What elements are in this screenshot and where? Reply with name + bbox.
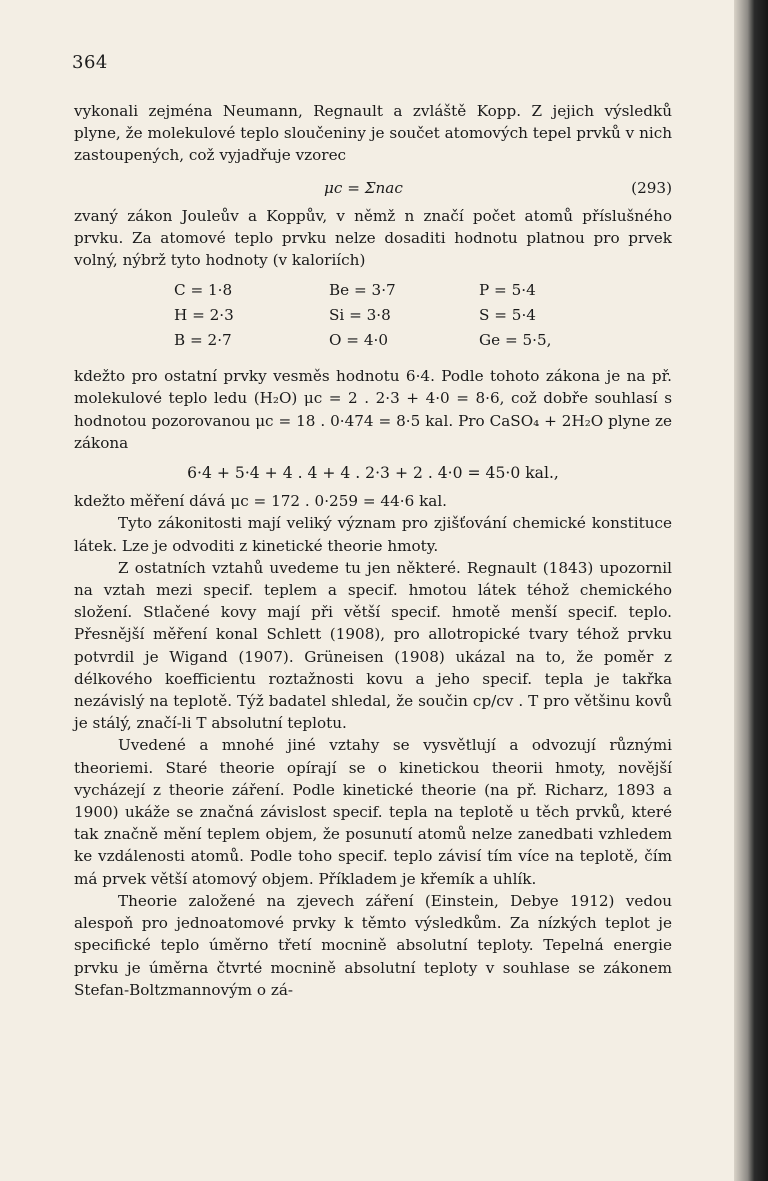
paragraph-8: Theorie založené na zjevech záření (Einstein, Debye 1912) vedou alespoň pro jednoatomové prvky k těmto výsledkům. Za nízkých teplot je specifické teplo úměrno třetí mocnině absolutní teploty. Tepelná energie prvku je úměrna čtvrté mocnině absolutní teploty v souhlase se zákonem Stefan-Boltzmannovým o zá-: [74, 891, 672, 999]
formula-293: [74, 171, 672, 205]
formula-expression: μc = Σnac: [324, 178, 403, 197]
paragraph-5: Tyto zákonitosti mají veliký význam pro zjišťování chemické konstituce látek. Lze je odvoditi z kinetické theorie hmoty.: [74, 514, 672, 555]
paragraph-7: Uvedené a mnohé jiné vztahy se vysvětlují a odvozují různými theoriemi. Staré theorie opírají se o kinetickou theorii hmoty, novější vycházejí z theorie záření. Podle kinetické theorie (na př. Richarz, 1893 a 1900) ukáže se značná závislost specif. tepla na teplotě u těch prvků, které tak značně mění teplem objem, že posunutí atomů nelze zanedbati vzhledem ke vzdálenosti atomů. Podle toho specif. teplo závisí tím více na teplotě, čím má prvek větší atomový objem. Příkladem je křemík a uhlík.: [74, 736, 672, 888]
paragraph-6: Z ostatních vztahů uvedeme tu jen některé. Regnault (1843) upozornil na vztah mezi specif. teplem a specif. hmotou látek téhož chemického složení. Stlačené kovy mají při větší specif. hmotě menší specif. teplo. Přesnější měření konal Schlett (1908), pro allotropické tvary téhož prvku potvrdil je Wigand (1907). Grüneisen (1908) ukázal na to, že poměr z délkového koefficientu roztažnosti kovu a jeho specif. tepla je takřka nezávislý na teplotě. Týž badatel shledal, že součin cp/cv . T pro většinu kovů je stálý, značí-li T absolutní teplotu.: [74, 558, 672, 733]
formula-number: (293): [631, 178, 672, 197]
paragraph-3: kdežto pro ostatní prvky vesměs hodnotu 6·4. Podle tohoto zákona je na př. molekulové teplo ledu (H₂O) μc = 2 . 2·3 + 4·0 = 8·6, což dobře souhlasí s hodnotou pozorovanou μc = 18 . 0·474 = 8·5 kal. Pro CaSO₄ + 2H₂O plyne ze zákona: [74, 367, 672, 452]
value-c: C = 1·8: [174, 281, 233, 300]
paragraph-4: kdežto měření dává μc = 172 . 0·259 = 44·6 kal.: [74, 492, 448, 511]
value-b: B = 2·7: [174, 331, 232, 350]
page-binding-shadow: [734, 0, 768, 1181]
value-si: Si = 3·8: [329, 306, 391, 325]
value-o: O = 4·0: [329, 331, 388, 350]
value-s: S = 5·4: [479, 306, 536, 325]
paragraph-2: zvaný zákon Jouleův a Koppův, v němž n značí počet atomů příslušného prvku. Za atomové teplo prvku nelze dosaditi hodnotu platnou pro prvek volný, nýbrž tyto hodnoty (v kaloriích): [74, 206, 672, 270]
atomic-heat-values: [74, 279, 672, 355]
value-ge: Ge = 5·5,: [479, 331, 552, 350]
paragraph-1: vykonali zejména Neumann, Regnault a zvláště Kopp. Z jejich výsledků plyne, že molekulové teplo sloučeniny je součet atomových tepel prvků v nich zastoupených, což vyjadřuje vzorec: [74, 102, 672, 165]
value-h: H = 2·3: [174, 306, 234, 325]
page-number: 364: [72, 52, 108, 73]
value-be: Be = 3·7: [329, 281, 396, 300]
summation-equation: 6·4 + 5·4 + 4 . 4 + 4 . 2·3 + 2 . 4·0 = 45·0 kal.,: [187, 464, 559, 483]
body-text: [74, 100, 672, 1001]
value-p: P = 5·4: [479, 281, 536, 300]
